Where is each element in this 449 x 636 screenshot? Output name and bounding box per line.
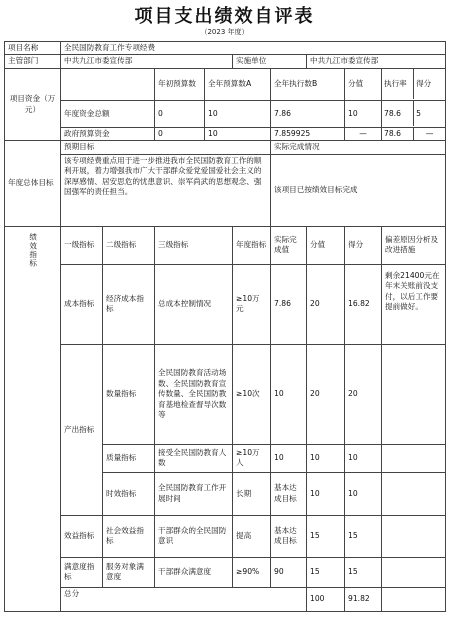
funds-row-rate-got xyxy=(382,100,446,127)
funds-blank-header xyxy=(61,68,155,100)
table-row xyxy=(5,264,446,344)
funds-col-annual: 全年预算数A xyxy=(205,68,271,100)
indicators-label xyxy=(5,226,61,611)
funds-row-annual: 10 xyxy=(205,127,271,140)
goals-label: 年度总体目标 xyxy=(5,141,61,226)
funds-row-exec: 7.86 xyxy=(271,100,345,127)
funds-col-score: 分值 xyxy=(345,68,382,100)
self-evaluation-table xyxy=(4,41,446,612)
funds-row-got: 5 xyxy=(416,108,421,118)
indicators-header-level1: 一级指标 xyxy=(61,226,103,264)
indicator-actual: 90 xyxy=(271,557,307,587)
indicators-header-target: 年度指标 xyxy=(233,226,271,264)
page-title: 项目支出绩效自评表 xyxy=(134,6,315,27)
indicator-got: 15 xyxy=(345,515,382,557)
total-row xyxy=(5,587,446,611)
funds-row-exec: 7.859925 xyxy=(271,127,345,140)
goals-actual-text: 该项目已按绩效目标完成 xyxy=(271,154,446,226)
indicator-target: 提高 xyxy=(233,515,271,557)
project-name-row xyxy=(5,42,446,55)
funds-row-score: — xyxy=(345,127,382,140)
table-row xyxy=(5,557,446,587)
indicators-label-text: 绩效指标 xyxy=(28,232,38,268)
indicator-score: 15 xyxy=(307,515,345,557)
indicator-got: 15 xyxy=(345,557,382,587)
goals-target-label: 预期目标 xyxy=(61,141,271,154)
indicator-got: 20 xyxy=(345,344,382,444)
total-score: 100 xyxy=(307,587,345,611)
table-row xyxy=(5,515,446,557)
indicator-score: 10 xyxy=(307,444,345,472)
indicator-level2: 经济成本指标 xyxy=(103,264,155,344)
goals-target-text: 该专项经费重点用于进一步推进我市全民国防教育工作的顺利开展，着力增强我市广大干部群众爱党爱国爱社会主义的深厚感情、居安思危的忧患意识、崇军尚武的思想观念、强国强军的责任担当。 xyxy=(61,154,271,226)
indicators-header-level2: 二级指标 xyxy=(103,226,155,264)
indicators-header-score: 分值 xyxy=(307,226,345,264)
table-row xyxy=(5,344,446,444)
indicator-got: 16.82 xyxy=(345,264,382,344)
indicator-actual: 10 xyxy=(271,444,307,472)
goals-content-row xyxy=(5,154,446,226)
indicator-score: 10 xyxy=(307,472,345,515)
dept-value: 中共九江市委宣传部 xyxy=(61,55,233,68)
indicator-got: 10 xyxy=(345,472,382,515)
funds-col-initial: 年初预算数 xyxy=(155,68,205,100)
funds-row-rate: 78.6 xyxy=(382,101,414,126)
indicator-target: ≥10万元 xyxy=(233,264,271,344)
funds-row-initial: 0 xyxy=(155,127,205,140)
indicator-level1: 满意度指标 xyxy=(61,557,103,587)
indicators-header-got: 得分 xyxy=(345,226,382,264)
indicator-level2: 服务对象满意度 xyxy=(103,557,155,587)
funds-label: 项目资金（万元） xyxy=(5,68,61,140)
indicator-target: ≥90% xyxy=(233,557,271,587)
funds-row-name: 年度资金总额 xyxy=(61,100,155,127)
funds-col-rate: 执行率 xyxy=(382,69,414,99)
indicator-level2: 质量指标 xyxy=(103,444,155,472)
goals-header-row xyxy=(5,141,446,154)
funds-row-rate: 78.6 xyxy=(382,128,414,140)
indicator-level2: 社会效益指标 xyxy=(103,515,155,557)
indicator-level1: 产出指标 xyxy=(61,344,103,515)
indicator-target: ≥10次 xyxy=(233,344,271,444)
indicator-analysis xyxy=(382,515,446,557)
indicator-analysis: 剩余21400元在年末关账前没支付，以后工作要提前做好。 xyxy=(382,264,446,344)
unit-value: 中共九江市委宣传部 xyxy=(307,55,446,68)
funds-row-total xyxy=(5,100,446,127)
unit-label: 实施单位 xyxy=(233,55,307,68)
indicator-actual: 基本达成目标 xyxy=(271,472,307,515)
indicator-score: 15 xyxy=(307,557,345,587)
funds-col-got: 得分 xyxy=(416,79,432,89)
department-row xyxy=(5,55,446,68)
indicator-level3: 全民国防教育活动场数、全民国防教育宣传数量、全民国防教育基地检查督导次数等 xyxy=(155,344,233,444)
indicator-level3: 总成本控制情况 xyxy=(155,264,233,344)
indicators-header-analysis: 偏差原因分析及改进措施 xyxy=(382,226,446,264)
funds-row-name: 政府预算资金 xyxy=(61,127,155,140)
indicator-analysis xyxy=(382,444,446,472)
total-analysis xyxy=(382,587,446,611)
funds-row-got: — xyxy=(425,128,434,138)
indicator-actual: 7.86 xyxy=(271,264,307,344)
indicators-header-row xyxy=(5,226,446,264)
funds-row-annual: 10 xyxy=(205,100,271,127)
report-year: （2023 年度） xyxy=(200,28,249,36)
funds-row-initial: 0 xyxy=(155,100,205,127)
indicator-level2: 数量指标 xyxy=(103,344,155,444)
indicator-target: 长期 xyxy=(233,472,271,515)
funds-row-gov xyxy=(5,127,446,140)
funds-row-score: 10 xyxy=(345,100,382,127)
funds-header-row xyxy=(5,68,446,100)
indicator-analysis xyxy=(382,472,446,515)
indicator-score: 20 xyxy=(307,264,345,344)
indicator-level3: 接受全民国防教育人数 xyxy=(155,444,233,472)
total-got: 91.82 xyxy=(345,587,382,611)
project-name-value: 全民国防教育工作专项经费 xyxy=(61,42,446,55)
goals-actual-label: 实际完成情况 xyxy=(271,141,446,154)
funds-col-exec: 全年执行数B xyxy=(271,68,345,100)
indicator-got: 10 xyxy=(345,444,382,472)
funds-row-rate-got xyxy=(382,127,446,140)
dept-label: 主管部门 xyxy=(5,55,61,68)
indicator-target: ≥10万人 xyxy=(233,444,271,472)
indicator-level3: 干部群众的全民国防意识 xyxy=(155,515,233,557)
project-name-label: 项目名称 xyxy=(5,42,61,55)
indicator-actual: 基本达成目标 xyxy=(271,515,307,557)
indicator-score: 20 xyxy=(307,344,345,444)
indicator-level1: 效益指标 xyxy=(61,515,103,557)
indicator-level3: 干部群众满意度 xyxy=(155,557,233,587)
total-label: 总分 xyxy=(61,587,307,611)
indicator-level1: 成本指标 xyxy=(61,264,103,344)
indicators-header-actual: 实际完成值 xyxy=(271,226,307,264)
indicators-header-level3: 三级指标 xyxy=(155,226,233,264)
indicator-analysis xyxy=(382,557,446,587)
indicator-analysis xyxy=(382,344,446,444)
indicator-level2: 时效指标 xyxy=(103,472,155,515)
funds-col-rate-got xyxy=(382,68,446,100)
indicator-level3: 全民国防教育工作开展时间 xyxy=(155,472,233,515)
indicator-actual: 10 xyxy=(271,344,307,444)
